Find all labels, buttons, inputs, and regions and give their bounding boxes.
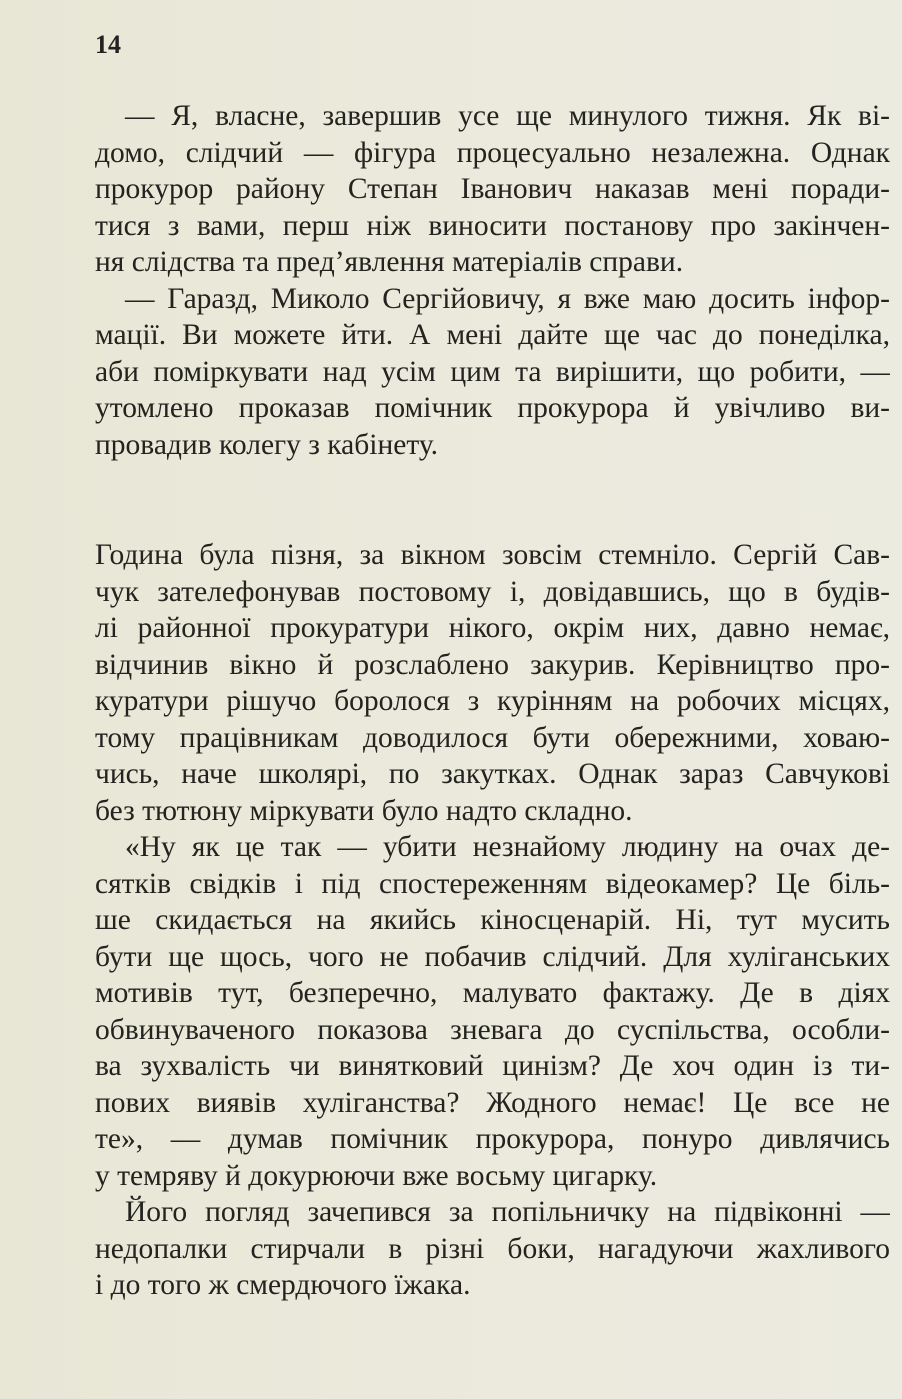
text-line: відчинив вікно й розслаблено закурив. Керівництво про- — [95, 648, 890, 681]
text-line: бути ще щось, чого не побачив слідчий. Для хуліганських — [95, 940, 890, 973]
text-line: утомлено проказав помічник прокурора й увічливо ви- — [95, 392, 890, 424]
text-line: Його погляд зачепився за попільничку на підвіконні — — [125, 1196, 890, 1228]
text-line: чись, наче школярі, по закутках. Однак зараз Савчукові — [95, 758, 890, 790]
text-line: Година була пізня, за вікном зовсім стемніло. Сергій Сав- — [95, 539, 890, 571]
text-line: прокурор району Степан Іванович наказав мені поради- — [95, 173, 890, 205]
text-line: недопалки стирчали в різні боки, нагадуючи жахливого — [95, 1232, 890, 1265]
text-line: ше скидається на якийсь кіносценарій. Ні, тут мусить — [95, 904, 890, 936]
text-line: тися з вами, перш ніж виносити постанову про закінчен- — [95, 209, 890, 242]
text-line: провадив колегу з кабінету. — [95, 428, 439, 461]
text-line: лі районної прокуратури нікого, окрім них, давно немає, — [95, 612, 890, 644]
text-line: ня слідства та пред’явлення матеріалів справи. — [95, 246, 684, 278]
text-line: домо, слідчий — фігура процесуально незалежна. Однак — [95, 136, 890, 169]
text-line: обвинуваченого показова зневага до суспільства, особли- — [95, 1013, 890, 1046]
text-line: сятків свідків і під спостереженням відеокамер? Це біль- — [95, 867, 890, 900]
text-line: мотивів тут, безперечно, малувато фактажу. Де в діях — [95, 977, 890, 1009]
text-line: без тютюну міркувати було надто складно. — [95, 794, 633, 827]
text-line: і до того ж смердючого їжака. — [95, 1269, 471, 1301]
text-line: пових виявів хуліганства? Жодного немає! Це все не — [95, 1086, 890, 1119]
dialogue-section — [95, 98, 890, 463]
text-line: аби поміркувати над усім цим та вирішити, що робити, — — [95, 355, 890, 388]
text-line: чук зателефонував постовому і, довідавшись, що в будів- — [95, 575, 890, 608]
narrative-section — [95, 537, 890, 1304]
text-line: «Ну як це так — убити незнайому людину на очах де- — [125, 831, 890, 863]
text-line: ва зухвалість чи винятковий цинізм? Де хоч один із ти- — [95, 1050, 890, 1082]
page-number: 14 — [95, 30, 121, 59]
text-line: у темряву й докурюючи вже восьму цигарку. — [95, 1159, 658, 1192]
text-line: куратури рішучо боролося з курінням на робочих місцях, — [95, 685, 890, 717]
text-line: мації. Ви можете йти. А мені дайте ще час до понеділка, — [95, 319, 890, 351]
text-line: — Я, власне, завершив усе ще минулого тижня. Як ві- — [125, 100, 890, 132]
text-line: те», — думав помічник прокурора, понуро дивлячись — [95, 1123, 890, 1155]
text-line: — Гаразд, Миколо Сергійовичу, я вже маю досить інфор- — [125, 282, 890, 315]
text-line: тому працівникам доводилося бути обережними, ховаю- — [95, 721, 890, 754]
